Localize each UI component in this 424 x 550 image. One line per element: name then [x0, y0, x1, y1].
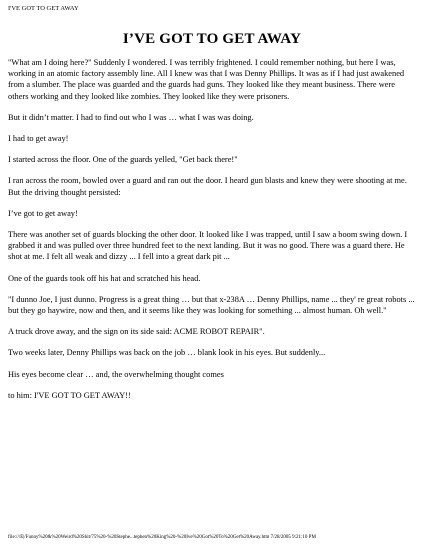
- paragraph: There was another set of guards blocking the other door. It looked like I was trapped, until I saw a boom swing down. I grabbed it and was pulled over three hundred feet to the next landing. But it was no good. There was a guard there. He shot at me. I felt all weak and dizzy ... I fell into a great dark pit ...: [8, 230, 408, 262]
- paragraph: I ran across the room, bowled over a guard and ran out the door. I heard gun blasts and knew they were shooting at me. But the driving thought persisted:: [8, 176, 407, 197]
- paragraph: "I dunno Joe, I just dunno. Progress is a great thing … but that x-238A … Denny Phillips, name ... they' re great robots ... but they go haywire, now and then, and it seems like they was looking for something ... almost human. Oh well.": [8, 294, 415, 316]
- paragraph: Two weeks later, Denny Phillips was back on the job … blank look in his eyes. But suddenly...: [8, 348, 326, 358]
- paragraph: to him: I'VE GOT TO GET AWAY!!: [8, 390, 131, 400]
- paragraph: His eyes become clear … and, the overwhelming thought comes: [8, 369, 224, 379]
- page-footer-path: file:///E|/Funny%20&%20Weird%20Shit/75%20-%20Stephe...tephen%20King%20-%20Ive%20Got%20To%20Get%20Away.htm 7/28/2005 9:21:10 PM: [8, 535, 316, 540]
- paragraph: I started across the floor. One of the guards yelled, "Get back there!": [8, 155, 238, 165]
- page-title: I’VE GOT TO GET AWAY: [122, 31, 302, 47]
- paragraph: A truck drove away, and the sign on its side said: ACME ROBOT REPAIR".: [8, 327, 265, 337]
- document-body: [8, 30, 416, 411]
- page-running-header: I'VE GOT TO GET AWAY: [8, 5, 79, 12]
- paragraph: "What am I doing here?" Suddenly I wondered. I was terribly frightened. I could remember nothing, but here I was, working in an atomic factory assembly line. All I knew was that I was Denny Phillips. It was as if I had just awakened from a slumber. The place was guarded and the guards had guns. They looked like they meant business. There were others working and they looked like zombies. They looked like they were prisoners.: [8, 58, 405, 101]
- paragraph: One of the guards took off his hat and scratched his head.: [8, 273, 201, 283]
- paragraph: I’ve got to get away!: [8, 208, 78, 218]
- paragraph: I had to get away!: [8, 134, 69, 144]
- paragraph: But it didn’t matter. I had to find out who I was … what I was was doing.: [8, 112, 254, 122]
